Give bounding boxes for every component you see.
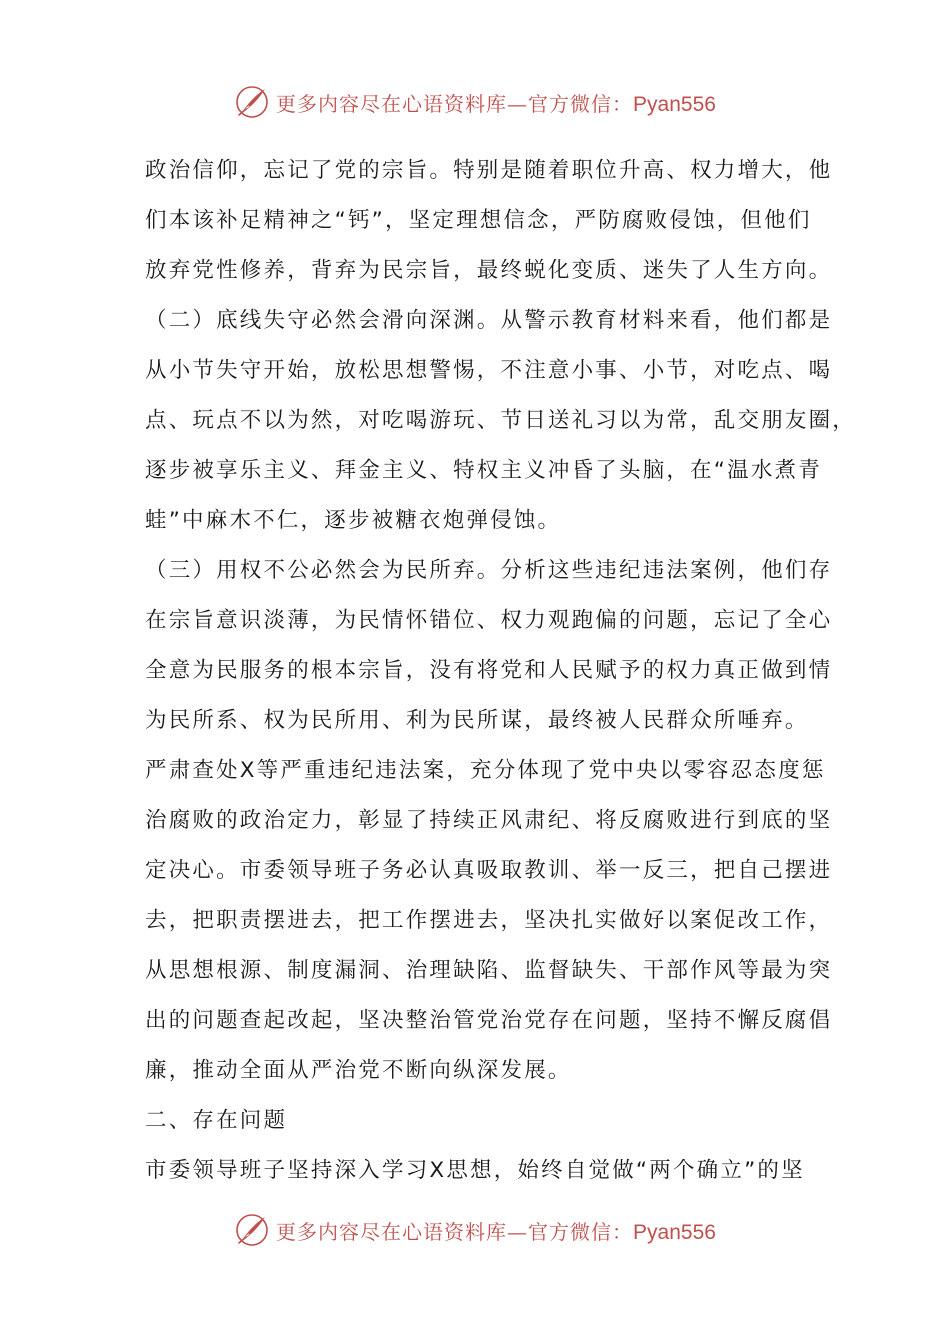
- body-line: 去，把职责摆进去，把工作摆进去，坚决扎实做好以案促改工作，: [145, 908, 833, 933]
- header-banner: [0, 82, 950, 122]
- body-line: 点、玩点不以为然，对吃喝游玩、节日送礼习以为常，乱交朋友圈，: [145, 408, 857, 433]
- body-line: 治腐败的政治定力，彰显了持续正风肃纪、将反腐败进行到底的坚: [145, 808, 833, 833]
- body-line: 们本该补足精神之“钙”，坚定理想信念，严防腐败侵蚀，但他们: [145, 208, 812, 233]
- body-line: 定决心。市委领导班子务必认真吸取教训、举一反三，把自己摆进: [145, 858, 833, 883]
- body-line: 在宗旨意识淡薄，为民情怀错位、权力观跑偏的问题，忘记了全心: [145, 608, 833, 633]
- body-line: 全意为民服务的根本宗旨，没有将党和人民赋予的权力真正做到情: [145, 658, 833, 683]
- document-body: [145, 146, 857, 1196]
- quill-pen-circle-icon: [234, 84, 270, 120]
- footer-banner-text: [276, 1216, 716, 1245]
- body-line: 严肃查处X等严重违纪违法案，充分体现了党中央以零容忍态度惩: [145, 758, 826, 783]
- header-banner-handle: Pyan556: [633, 92, 716, 116]
- footer-banner: [0, 1210, 950, 1250]
- body-line: 从小节失守开始，放松思想警惕，不注意小事、小节，对吃点、喝: [145, 358, 833, 383]
- body-line: 蛙”中麻木不仁，逐步被糖衣炮弹侵蚀。: [145, 508, 562, 533]
- body-line: 逐步被享乐主义、拜金主义、特权主义冲昏了头脑，在“温水煮青: [145, 458, 822, 483]
- body-line: （二）底线失守必然会滑向深渊。从警示教育材料来看，他们都是: [145, 308, 833, 333]
- footer-banner-label: 更多内容尽在心语资料库—官方微信：: [276, 1219, 634, 1244]
- body-line: 出的问题查起改起，坚决整治管党治党存在问题，坚持不懈反腐倡: [145, 1008, 833, 1033]
- body-line: 政治信仰，忘记了党的宗旨。特别是随着职位升高、权力增大，他: [145, 158, 833, 183]
- header-banner-text: [276, 88, 716, 117]
- body-line: 市委领导班子坚持深入学习X思想，始终自觉做“两个确立”的坚: [145, 1158, 805, 1183]
- body-line: 为民所系、权为民所用、利为民所谋，最终被人民群众所唾弃。: [145, 708, 809, 733]
- section-heading: 二、存在问题: [145, 1108, 288, 1133]
- quill-pen-circle-icon: [234, 1212, 270, 1248]
- header-banner-label: 更多内容尽在心语资料库—官方微信：: [276, 91, 634, 116]
- body-line: （三）用权不公必然会为民所弃。分析这些违纪违法案例，他们存: [145, 558, 833, 583]
- body-line: 从思想根源、制度漏洞、治理缺陷、监督缺失、干部作风等最为突: [145, 958, 833, 983]
- body-line: 放弃党性修养，背弃为民宗旨，最终蜕化变质、迷失了人生方向。: [145, 258, 833, 283]
- body-line: 廉，推动全面从严治党不断向纵深发展。: [145, 1058, 572, 1083]
- footer-banner-handle: Pyan556: [633, 1220, 716, 1244]
